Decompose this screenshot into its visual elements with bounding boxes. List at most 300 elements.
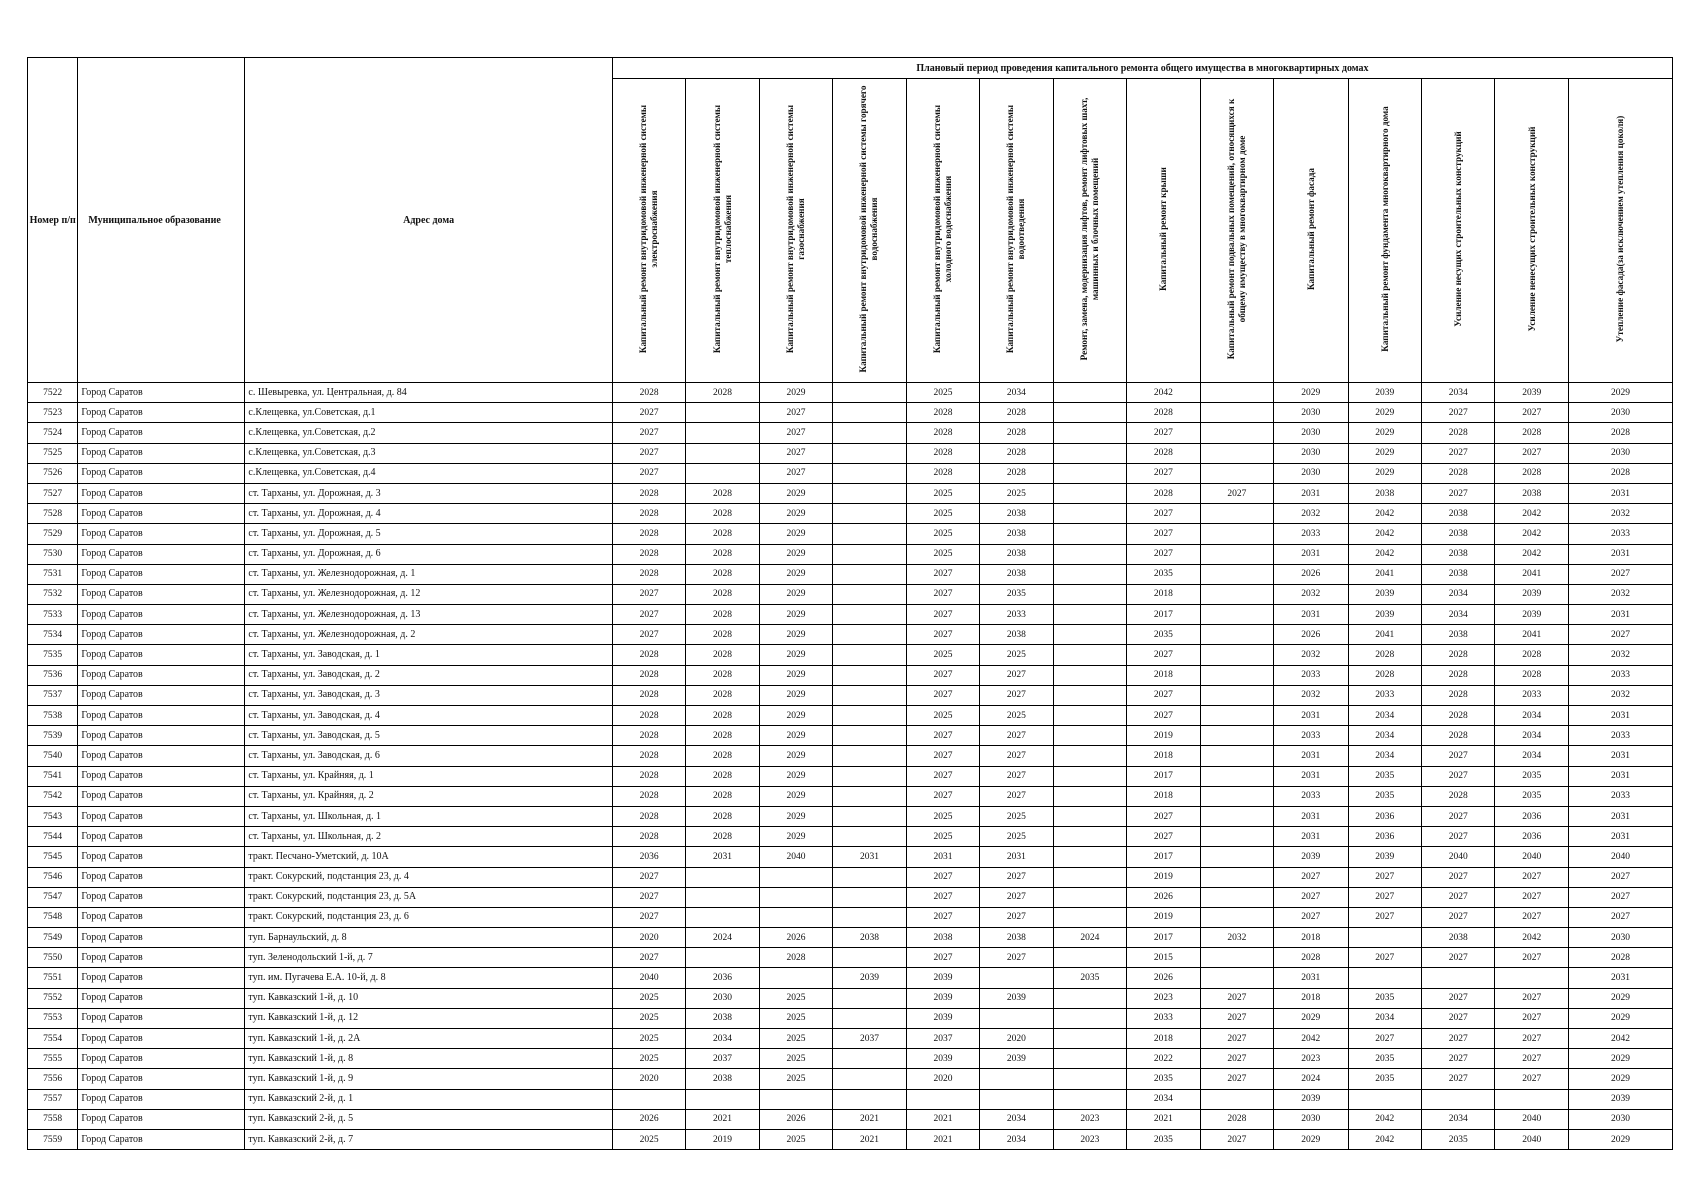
year-cell: 2028 — [612, 706, 685, 726]
year-cell: 2029 — [759, 827, 832, 847]
year-cell: 2039 — [980, 988, 1053, 1008]
year-cell — [833, 907, 906, 927]
table-row — [28, 907, 1673, 927]
municipality-cell: Город Саратов — [78, 786, 245, 806]
year-cell: 2025 — [759, 1008, 832, 1028]
year-cell: 2042 — [1568, 1029, 1672, 1049]
table-row — [28, 564, 1673, 584]
address-cell: ст. Тарханы, ул. Дорожная, д. 5 — [245, 524, 612, 544]
year-cell: 2029 — [759, 584, 832, 604]
year-cell: 2028 — [612, 806, 685, 826]
year-cell — [833, 867, 906, 887]
address-cell: туп. Кавказский 1-й, д. 2А — [245, 1029, 612, 1049]
year-cell: 2028 — [686, 605, 759, 625]
year-cell: 2028 — [1495, 463, 1568, 483]
address-cell: туп. Барнаульский, д. 8 — [245, 928, 612, 948]
year-cell: 2027 — [759, 463, 832, 483]
address-cell: ст. Тарханы, ул. Железнодорожная, д. 12 — [245, 584, 612, 604]
table-row — [28, 483, 1673, 503]
row-number-cell: 7542 — [28, 786, 78, 806]
year-cell — [833, 625, 906, 645]
year-cell: 2020 — [980, 1029, 1053, 1049]
header-work-type-label: Капитальный ремонт фасада — [1305, 168, 1316, 290]
municipality-cell: Город Саратов — [78, 887, 245, 907]
year-cell — [1200, 564, 1273, 584]
address-cell: ст. Тарханы, ул. Железнодорожная, д. 2 — [245, 625, 612, 645]
year-cell: 2027 — [906, 665, 979, 685]
year-cell — [612, 1089, 685, 1109]
year-cell: 2038 — [980, 544, 1053, 564]
year-cell: 2036 — [612, 847, 685, 867]
year-cell — [1200, 665, 1273, 685]
municipality-cell: Город Саратов — [78, 1049, 245, 1069]
year-cell: 2028 — [686, 706, 759, 726]
year-cell: 2039 — [906, 1008, 979, 1028]
year-cell: 2037 — [686, 1049, 759, 1069]
year-cell: 2042 — [1495, 524, 1568, 544]
year-cell: 2034 — [1422, 1109, 1495, 1129]
year-cell — [759, 867, 832, 887]
table-row — [28, 948, 1673, 968]
year-cell: 2028 — [686, 524, 759, 544]
year-cell: 2026 — [1127, 968, 1200, 988]
year-cell: 2034 — [1127, 1089, 1200, 1109]
year-cell — [1200, 383, 1273, 403]
year-cell: 2033 — [1274, 524, 1348, 544]
year-cell: 2037 — [906, 1029, 979, 1049]
year-cell: 2027 — [1127, 685, 1200, 705]
year-cell — [1053, 706, 1126, 726]
year-cell: 2030 — [1568, 1109, 1672, 1129]
year-cell: 2024 — [686, 928, 759, 948]
row-number-cell: 7530 — [28, 544, 78, 564]
year-cell: 2033 — [1274, 665, 1348, 685]
year-cell: 2029 — [759, 504, 832, 524]
year-cell: 2027 — [1495, 907, 1568, 927]
year-cell: 2027 — [1274, 907, 1348, 927]
year-cell — [1053, 625, 1126, 645]
year-cell: 2029 — [1348, 423, 1421, 443]
year-cell: 2018 — [1274, 988, 1348, 1008]
year-cell: 2035 — [1127, 1129, 1200, 1149]
row-number-cell: 7554 — [28, 1029, 78, 1049]
year-cell — [1348, 1089, 1421, 1109]
row-number-cell: 7546 — [28, 867, 78, 887]
row-number-cell: 7544 — [28, 827, 78, 847]
address-cell: с.Клещевка, ул.Советская, д.1 — [245, 403, 612, 423]
year-cell: 2023 — [1053, 1129, 1126, 1149]
year-cell: 2028 — [612, 685, 685, 705]
year-cell: 2034 — [1348, 746, 1421, 766]
year-cell: 2022 — [1127, 1049, 1200, 1069]
year-cell: 2028 — [1495, 423, 1568, 443]
address-cell: тракт. Сокурский, подстанция 23, д. 4 — [245, 867, 612, 887]
year-cell: 2038 — [686, 1069, 759, 1089]
year-cell: 2019 — [1127, 867, 1200, 887]
year-cell: 2034 — [1495, 746, 1568, 766]
year-cell: 2027 — [1348, 907, 1421, 927]
municipality-cell: Город Саратов — [78, 463, 245, 483]
year-cell: 2031 — [1274, 544, 1348, 564]
table-row — [28, 847, 1673, 867]
year-cell: 2033 — [1127, 1008, 1200, 1028]
year-cell: 2023 — [1127, 988, 1200, 1008]
year-cell: 2028 — [906, 423, 979, 443]
year-cell — [833, 524, 906, 544]
address-cell: туп. Кавказский 1-й, д. 9 — [245, 1069, 612, 1089]
year-cell: 2021 — [1127, 1109, 1200, 1129]
year-cell — [759, 887, 832, 907]
year-cell — [833, 1069, 906, 1089]
year-cell: 2027 — [906, 948, 979, 968]
row-number-cell: 7555 — [28, 1049, 78, 1069]
address-cell: туп. Кавказский 1-й, д. 8 — [245, 1049, 612, 1069]
address-cell: туп. Кавказский 1-й, д. 12 — [245, 1008, 612, 1028]
year-cell: 2031 — [1274, 806, 1348, 826]
year-cell: 2027 — [1568, 564, 1672, 584]
year-cell: 2018 — [1127, 665, 1200, 685]
year-cell — [1495, 1089, 1568, 1109]
year-cell: 2042 — [1274, 1029, 1348, 1049]
year-cell — [833, 463, 906, 483]
year-cell: 2038 — [1422, 928, 1495, 948]
year-cell: 2042 — [1495, 544, 1568, 564]
year-cell: 2032 — [1568, 584, 1672, 604]
year-cell: 2027 — [1495, 867, 1568, 887]
year-cell: 2036 — [1348, 806, 1421, 826]
year-cell: 2031 — [1274, 605, 1348, 625]
row-number-cell: 7535 — [28, 645, 78, 665]
year-cell: 2041 — [1348, 564, 1421, 584]
address-cell: ст. Тарханы, ул. Дорожная, д. 4 — [245, 504, 612, 524]
year-cell: 2034 — [1422, 584, 1495, 604]
year-cell: 2039 — [1495, 383, 1568, 403]
year-cell: 2034 — [686, 1029, 759, 1049]
row-number-cell: 7523 — [28, 403, 78, 423]
year-cell: 2038 — [980, 504, 1053, 524]
header-work-type-label: Усиление ненесущих строительных конструкций — [1526, 126, 1537, 332]
municipality-cell: Город Саратов — [78, 806, 245, 826]
address-cell: ст. Тарханы, ул. Заводская, д. 4 — [245, 706, 612, 726]
table-row — [28, 584, 1673, 604]
year-cell: 2028 — [686, 685, 759, 705]
year-cell: 2028 — [686, 786, 759, 806]
year-cell — [1200, 806, 1273, 826]
year-cell: 2029 — [759, 625, 832, 645]
address-cell: ст. Тарханы, ул. Заводская, д. 6 — [245, 746, 612, 766]
year-cell: 2027 — [612, 423, 685, 443]
year-cell — [1422, 968, 1495, 988]
year-cell: 2028 — [1495, 645, 1568, 665]
year-cell — [1053, 746, 1126, 766]
table-row — [28, 463, 1673, 483]
table-row — [28, 1049, 1673, 1069]
header-work-type — [980, 79, 1053, 383]
row-number-cell: 7531 — [28, 564, 78, 584]
year-cell: 2018 — [1127, 1029, 1200, 1049]
year-cell: 2029 — [759, 564, 832, 584]
table-row — [28, 665, 1673, 685]
year-cell: 2035 — [980, 584, 1053, 604]
year-cell: 2030 — [1568, 928, 1672, 948]
year-cell: 2029 — [1348, 443, 1421, 463]
table-row — [28, 887, 1673, 907]
year-cell: 2032 — [1274, 645, 1348, 665]
year-cell: 2040 — [759, 847, 832, 867]
repair-plan-table — [27, 57, 1673, 1150]
year-cell: 2029 — [1274, 1008, 1348, 1028]
year-cell: 2027 — [980, 665, 1053, 685]
municipality-cell: Город Саратов — [78, 968, 245, 988]
year-cell — [1200, 726, 1273, 746]
year-cell: 2040 — [1495, 1129, 1568, 1149]
year-cell: 2029 — [759, 746, 832, 766]
header-work-type-label: Капитальный ремонт внутридомовой инженерной системы электроснабжения — [638, 104, 660, 354]
year-cell: 2031 — [1568, 605, 1672, 625]
year-cell — [833, 584, 906, 604]
year-cell: 2038 — [1422, 524, 1495, 544]
header-work-type-label: Усиление несущих строительных конструкций — [1452, 131, 1463, 327]
year-cell: 2039 — [1495, 584, 1568, 604]
municipality-cell: Город Саратов — [78, 605, 245, 625]
year-cell: 2027 — [906, 786, 979, 806]
year-cell: 2025 — [906, 544, 979, 564]
address-cell: ст. Тарханы, ул. Крайняя, д. 1 — [245, 766, 612, 786]
year-cell — [1053, 847, 1126, 867]
year-cell: 2031 — [1568, 827, 1672, 847]
year-cell: 2027 — [1200, 483, 1273, 503]
year-cell: 2027 — [1495, 1049, 1568, 1069]
municipality-cell: Город Саратов — [78, 625, 245, 645]
year-cell: 2042 — [1348, 544, 1421, 564]
year-cell: 2027 — [980, 685, 1053, 705]
year-cell: 2029 — [759, 524, 832, 544]
year-cell: 2030 — [1274, 463, 1348, 483]
year-cell: 2027 — [612, 443, 685, 463]
municipality-cell: Город Саратов — [78, 1089, 245, 1109]
row-number-cell: 7553 — [28, 1008, 78, 1028]
year-cell: 2027 — [1495, 443, 1568, 463]
year-cell — [1053, 605, 1126, 625]
year-cell: 2025 — [759, 1029, 832, 1049]
header-work-type-label: Капитальный ремонт внутридомовой инженерной системы горячего водоснабжения — [858, 85, 880, 373]
year-cell — [1053, 443, 1126, 463]
year-cell: 2031 — [1568, 806, 1672, 826]
table-row — [28, 1008, 1673, 1028]
year-cell — [1053, 988, 1126, 1008]
year-cell: 2031 — [1568, 746, 1672, 766]
year-cell: 2038 — [1422, 625, 1495, 645]
header-work-type-label: Капитальный ремонт внутридомовой инженерной системы холодного водоснабжения — [931, 104, 953, 354]
header-work-type — [1348, 79, 1421, 383]
year-cell — [1053, 504, 1126, 524]
year-cell: 2029 — [1568, 1129, 1672, 1149]
year-cell — [1053, 463, 1126, 483]
address-cell: с.Клещевка, ул.Советская, д.2 — [245, 423, 612, 443]
year-cell: 2025 — [980, 706, 1053, 726]
table-row — [28, 605, 1673, 625]
year-cell: 2027 — [1568, 867, 1672, 887]
year-cell: 2040 — [1495, 847, 1568, 867]
year-cell — [980, 968, 1053, 988]
year-cell: 2028 — [1495, 665, 1568, 685]
year-cell: 2040 — [1568, 847, 1672, 867]
year-cell: 2028 — [980, 423, 1053, 443]
year-cell: 2029 — [759, 383, 832, 403]
year-cell: 2039 — [1348, 605, 1421, 625]
row-number-cell: 7541 — [28, 766, 78, 786]
header-work-type — [906, 79, 979, 383]
year-cell: 2015 — [1127, 948, 1200, 968]
year-cell: 2028 — [686, 383, 759, 403]
year-cell: 2028 — [980, 403, 1053, 423]
year-cell: 2028 — [612, 383, 685, 403]
year-cell: 2039 — [980, 1049, 1053, 1069]
year-cell: 2039 — [833, 968, 906, 988]
municipality-cell: Город Саратов — [78, 746, 245, 766]
address-cell: тракт. Сокурский, подстанция 23, д. 5А — [245, 887, 612, 907]
year-cell — [1200, 706, 1273, 726]
year-cell — [1053, 483, 1126, 503]
year-cell: 2031 — [833, 847, 906, 867]
year-cell — [686, 443, 759, 463]
year-cell: 2027 — [1127, 827, 1200, 847]
year-cell: 2025 — [759, 1129, 832, 1149]
municipality-cell: Город Саратов — [78, 1069, 245, 1089]
year-cell: 2027 — [1422, 1008, 1495, 1028]
year-cell — [1348, 928, 1421, 948]
year-cell: 2030 — [686, 988, 759, 1008]
municipality-cell: Город Саратов — [78, 584, 245, 604]
year-cell: 2031 — [1274, 706, 1348, 726]
year-cell: 2027 — [1422, 867, 1495, 887]
year-cell: 2028 — [980, 463, 1053, 483]
year-cell: 2030 — [1568, 443, 1672, 463]
row-number-cell: 7525 — [28, 443, 78, 463]
year-cell: 2028 — [686, 564, 759, 584]
table-row — [28, 766, 1673, 786]
row-number-cell: 7537 — [28, 685, 78, 705]
year-cell: 2027 — [1568, 887, 1672, 907]
year-cell: 2028 — [1422, 706, 1495, 726]
year-cell: 2027 — [1127, 524, 1200, 544]
year-cell: 2039 — [906, 968, 979, 988]
address-cell: ст. Тарханы, ул. Дорожная, д. 3 — [245, 483, 612, 503]
year-cell — [1053, 887, 1126, 907]
year-cell — [759, 968, 832, 988]
year-cell — [833, 948, 906, 968]
table-row — [28, 443, 1673, 463]
year-cell: 2027 — [1200, 1049, 1273, 1069]
year-cell — [1053, 524, 1126, 544]
municipality-cell: Город Саратов — [78, 403, 245, 423]
row-number-cell: 7556 — [28, 1069, 78, 1089]
table-row — [28, 746, 1673, 766]
year-cell: 2034 — [1348, 726, 1421, 746]
year-cell — [1053, 806, 1126, 826]
year-cell: 2027 — [612, 907, 685, 927]
year-cell: 2030 — [1568, 403, 1672, 423]
year-cell — [1200, 1089, 1273, 1109]
year-cell: 2033 — [980, 605, 1053, 625]
year-cell: 2028 — [1348, 665, 1421, 685]
year-cell — [1200, 847, 1273, 867]
year-cell: 2028 — [1274, 948, 1348, 968]
year-cell: 2029 — [759, 726, 832, 746]
year-cell: 2027 — [1348, 948, 1421, 968]
year-cell: 2017 — [1127, 766, 1200, 786]
row-number-cell: 7557 — [28, 1089, 78, 1109]
year-cell: 2025 — [906, 827, 979, 847]
municipality-cell: Город Саратов — [78, 685, 245, 705]
year-cell: 2025 — [612, 988, 685, 1008]
row-number-cell: 7526 — [28, 463, 78, 483]
year-cell: 2028 — [612, 544, 685, 564]
year-cell: 2028 — [686, 746, 759, 766]
year-cell: 2027 — [1127, 544, 1200, 564]
year-cell: 2028 — [612, 645, 685, 665]
header-work-type-label: Капитальный ремонт внутридомовой инженерной системы газоснабжения — [785, 104, 806, 354]
year-cell: 2027 — [906, 887, 979, 907]
year-cell: 2028 — [759, 948, 832, 968]
year-cell: 2033 — [1568, 726, 1672, 746]
year-cell: 2025 — [612, 1029, 685, 1049]
year-cell: 2025 — [906, 645, 979, 665]
municipality-cell: Город Саратов — [78, 867, 245, 887]
year-cell: 2027 — [612, 584, 685, 604]
year-cell — [1053, 1089, 1126, 1109]
header-number: Номер п/п — [28, 58, 78, 383]
year-cell: 2027 — [980, 786, 1053, 806]
year-cell: 2029 — [759, 665, 832, 685]
year-cell — [1200, 827, 1273, 847]
year-cell: 2029 — [759, 605, 832, 625]
year-cell — [833, 988, 906, 1008]
year-cell: 2018 — [1127, 746, 1200, 766]
year-cell: 2028 — [1422, 786, 1495, 806]
year-cell: 2028 — [1568, 948, 1672, 968]
year-cell: 2032 — [1274, 584, 1348, 604]
year-cell: 2025 — [906, 483, 979, 503]
year-cell: 2027 — [1422, 907, 1495, 927]
year-cell: 2027 — [612, 625, 685, 645]
year-cell: 2031 — [1274, 746, 1348, 766]
year-cell — [1200, 907, 1273, 927]
year-cell: 2027 — [1422, 948, 1495, 968]
year-cell: 2027 — [1200, 1008, 1273, 1028]
year-cell: 2034 — [1348, 1008, 1421, 1028]
year-cell: 2029 — [1274, 1129, 1348, 1149]
year-cell: 2038 — [980, 625, 1053, 645]
year-cell: 2034 — [980, 383, 1053, 403]
year-cell: 2029 — [759, 766, 832, 786]
year-cell — [1053, 786, 1126, 806]
year-cell — [833, 726, 906, 746]
header-municipality: Муниципальное образование — [78, 58, 245, 383]
year-cell: 2025 — [612, 1049, 685, 1069]
year-cell — [1053, 867, 1126, 887]
year-cell: 2029 — [759, 483, 832, 503]
row-number-cell: 7558 — [28, 1109, 78, 1129]
year-cell — [1053, 948, 1126, 968]
year-cell: 2042 — [1348, 524, 1421, 544]
year-cell: 2020 — [612, 1069, 685, 1089]
table-row — [28, 928, 1673, 948]
year-cell — [833, 403, 906, 423]
year-cell: 2036 — [1495, 806, 1568, 826]
municipality-cell: Город Саратов — [78, 544, 245, 564]
year-cell: 2028 — [612, 524, 685, 544]
